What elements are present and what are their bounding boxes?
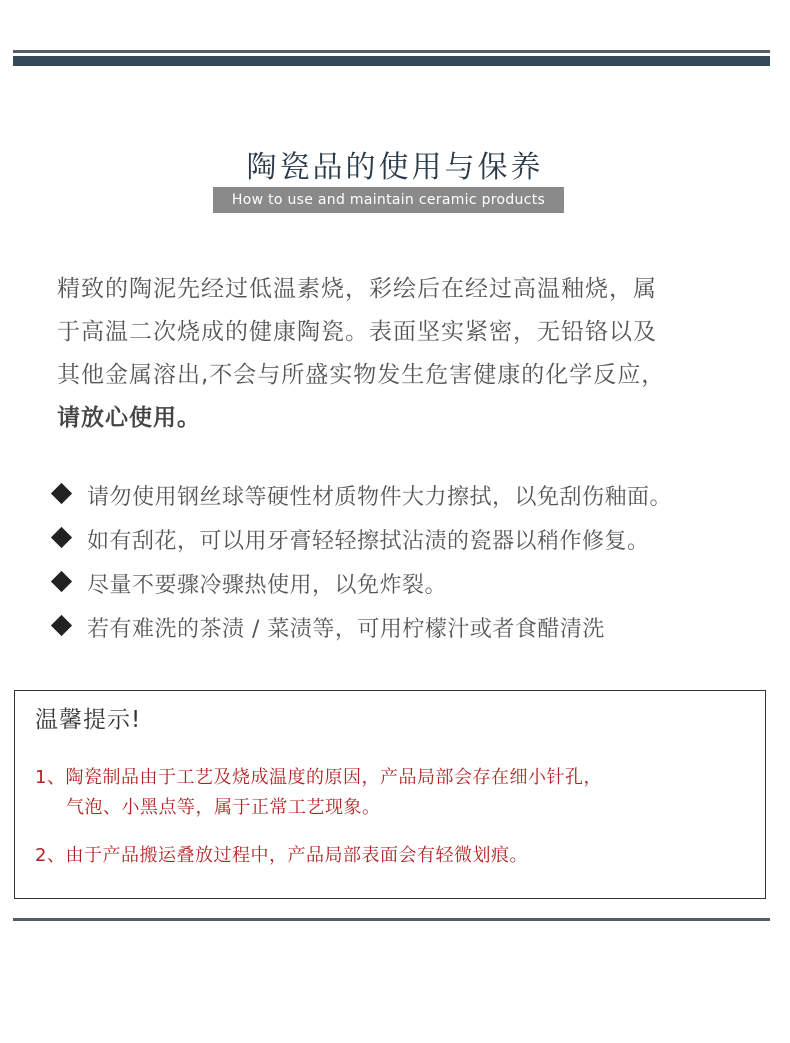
list-item xyxy=(48,608,778,652)
tip-text: 请勿使用钢丝球等硬性材质物件大力擦拭，以免刮伤釉面。 xyxy=(87,485,673,510)
diamond-bullet-icon xyxy=(51,527,72,548)
tip-text: 尽量不要骤冷骤热使用，以免炸裂。 xyxy=(87,573,448,598)
notice-box xyxy=(14,690,766,899)
notice-item-1: 1、陶瓷制品由于工艺及烧成温度的原因，产品局部会存在细小针孔， xyxy=(35,767,602,788)
care-tips-list xyxy=(48,476,778,652)
intro-line: 其他金属溶出,不会与所盛实物发生危害健康的化学反应， xyxy=(57,362,666,388)
intro-line: 于高温二次烧成的健康陶瓷。表面坚实紧密，无铅铬以及 xyxy=(57,319,657,345)
tip-text: 如有刮花，可以用牙膏轻轻擦拭沾渍的瓷器以稍作修复。 xyxy=(87,529,650,554)
list-item xyxy=(48,476,778,520)
diamond-bullet-icon xyxy=(51,483,72,504)
notice-title: 温馨提示! xyxy=(35,707,142,733)
intro-line: 精致的陶泥先经过低温素烧，彩绘后在经过高温釉烧，属 xyxy=(57,276,657,302)
list-item xyxy=(48,520,778,564)
diamond-bullet-icon xyxy=(51,615,72,636)
intro-bold-line: 请放心使用。 xyxy=(57,405,201,431)
page-subtitle: How to use and maintain ceramic products xyxy=(213,187,564,213)
intro-paragraph xyxy=(57,268,737,440)
page-title: 陶瓷品的使用与保养 xyxy=(246,150,544,185)
diamond-bullet-icon xyxy=(51,571,72,592)
top-divider-thick xyxy=(13,56,770,66)
tip-text: 若有难洗的茶渍 / 菜渍等，可用柠檬汁或者食醋清洗 xyxy=(87,617,605,642)
notice-item-2: 2、由于产品搬运叠放过程中，产品局部表面会有轻微划痕。 xyxy=(35,845,528,866)
list-item xyxy=(48,564,778,608)
top-divider-thin xyxy=(13,50,770,53)
bottom-divider xyxy=(13,918,770,921)
notice-item-1-continued: 气泡、小黑点等，属于正常工艺现象。 xyxy=(66,797,381,818)
